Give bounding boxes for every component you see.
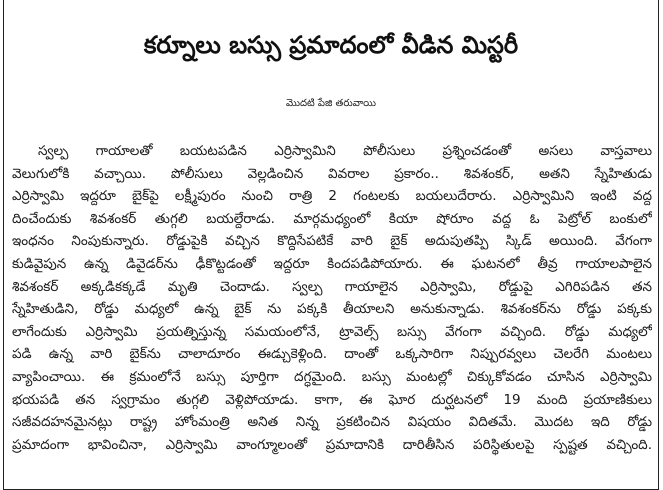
body-line: ఎర్రిస్వామి ఇద్దరూ బైక్‌పై లక్ష్మీపురం నుంచి రాత్రి 2 గంటలకు బయలుదేరారు. ఎర్రిస్వామిని ఇంటి వద్ద	[12, 188, 652, 205]
body-line: వెలుగులోకి వచ్చాయి. పోలీసులు వెల్లడించిన వివరాల ప్రకారం.. శివశంకర్, అతని స్నేహితుడు	[12, 165, 652, 182]
article-frame	[3, 0, 659, 490]
article-body	[12, 140, 652, 456]
body-line: స్నేహితుడిని, రోడ్డు మధ్యలో ఉన్న బైక్ ను పక్కకి తీయాలని అనుకున్నాడు. శివశంకర్‌ను రోడ్డు పక్కకు	[12, 301, 652, 318]
body-line: స్వల్ప గాయాలతో బయటపడిన ఎర్రిస్వామిని పోలీసులు ప్రశ్నించడంతో అసలు వాస్తవాలు	[38, 143, 652, 159]
body-line: ఇంధనం నింపుకున్నారు. రోడ్డుపైకి వచ్చిన కొద్దిసేపటికే వారి బైక్ అదుపుతప్పి స్కిడ్ అయింది. వేగంగా	[12, 233, 652, 250]
body-line: శివశంకర్ అక్కడికక్కడే మృతి చెందాడు. స్వల్ప గాయాలైన ఎర్రిస్వామి, రోడ్డుపై ఎగిరిపడిన తన	[12, 278, 652, 295]
body-line: లాగేందుకు ఎర్రిస్వామి ప్రయత్నిస్తున్న సమయంలోనే, ట్రావెల్స్ బస్సు వేగంగా వచ్చింది. రోడ్డు మధ్యలో	[12, 323, 652, 340]
body-line: వ్యాపించాయి. ఈ క్రమంలోనే బస్సు పూర్తిగా దగ్ధమైంది. బస్సు మంటల్లో చిక్కుకోవడం చూసిన ఎర్రిస్వామి	[12, 368, 652, 385]
body-line: పడి ఉన్న వారి బైక్‌ను చాలాదూరం ఈడ్చుకెళ్లింది. దాంతో ఒక్కసారిగా నిప్పురవ్వలు చెలరేగి మంటలు	[12, 346, 652, 363]
body-line: దించేందుకు శివశంకర్ తుగ్గలి బయల్దేరాడు. మార్గమధ్యంలో కియా షోరూం వద్ద ఓ పెట్రోల్ బంకులో	[12, 210, 652, 227]
body-line: భయపడి తన స్వగ్రామం తుగ్గలి వెళ్లిపోయాడు. కాగా, ఈ ఘోర దుర్ఘటనలో 19 మంది ప్రయాణికులు	[12, 391, 652, 408]
body-line: సజీవదహనమైనట్లు రాష్ట్ర హోంమంత్రి అనిత నిన్న ప్రకటించిన విషయం విదితమే. మొదట ఇది రోడ్డు	[12, 414, 652, 431]
article-subheading: మొదటి పేజి తరువాయి	[285, 98, 377, 109]
body-line: ప్రమాదంగా భావించినా, ఎర్రిస్వామి వాంగ్మూలంతో ప్రమాదానికి దారితీసిన పరిస్థితులపై స్పష్టత వచ్చింది.	[12, 436, 652, 453]
article-headline: కర్నూలు బస్సు ప్రమాదంలో వీడిన మిస్టరీ	[143, 31, 519, 59]
body-line: కుడివైపున ఉన్న డివైడర్‌ను ఢీకొట్టడంతో ఇద్దరూ కిందపడిపోయారు. ఈ ఘటనలో తీవ్ర గాయాలపాలైన	[12, 255, 652, 272]
